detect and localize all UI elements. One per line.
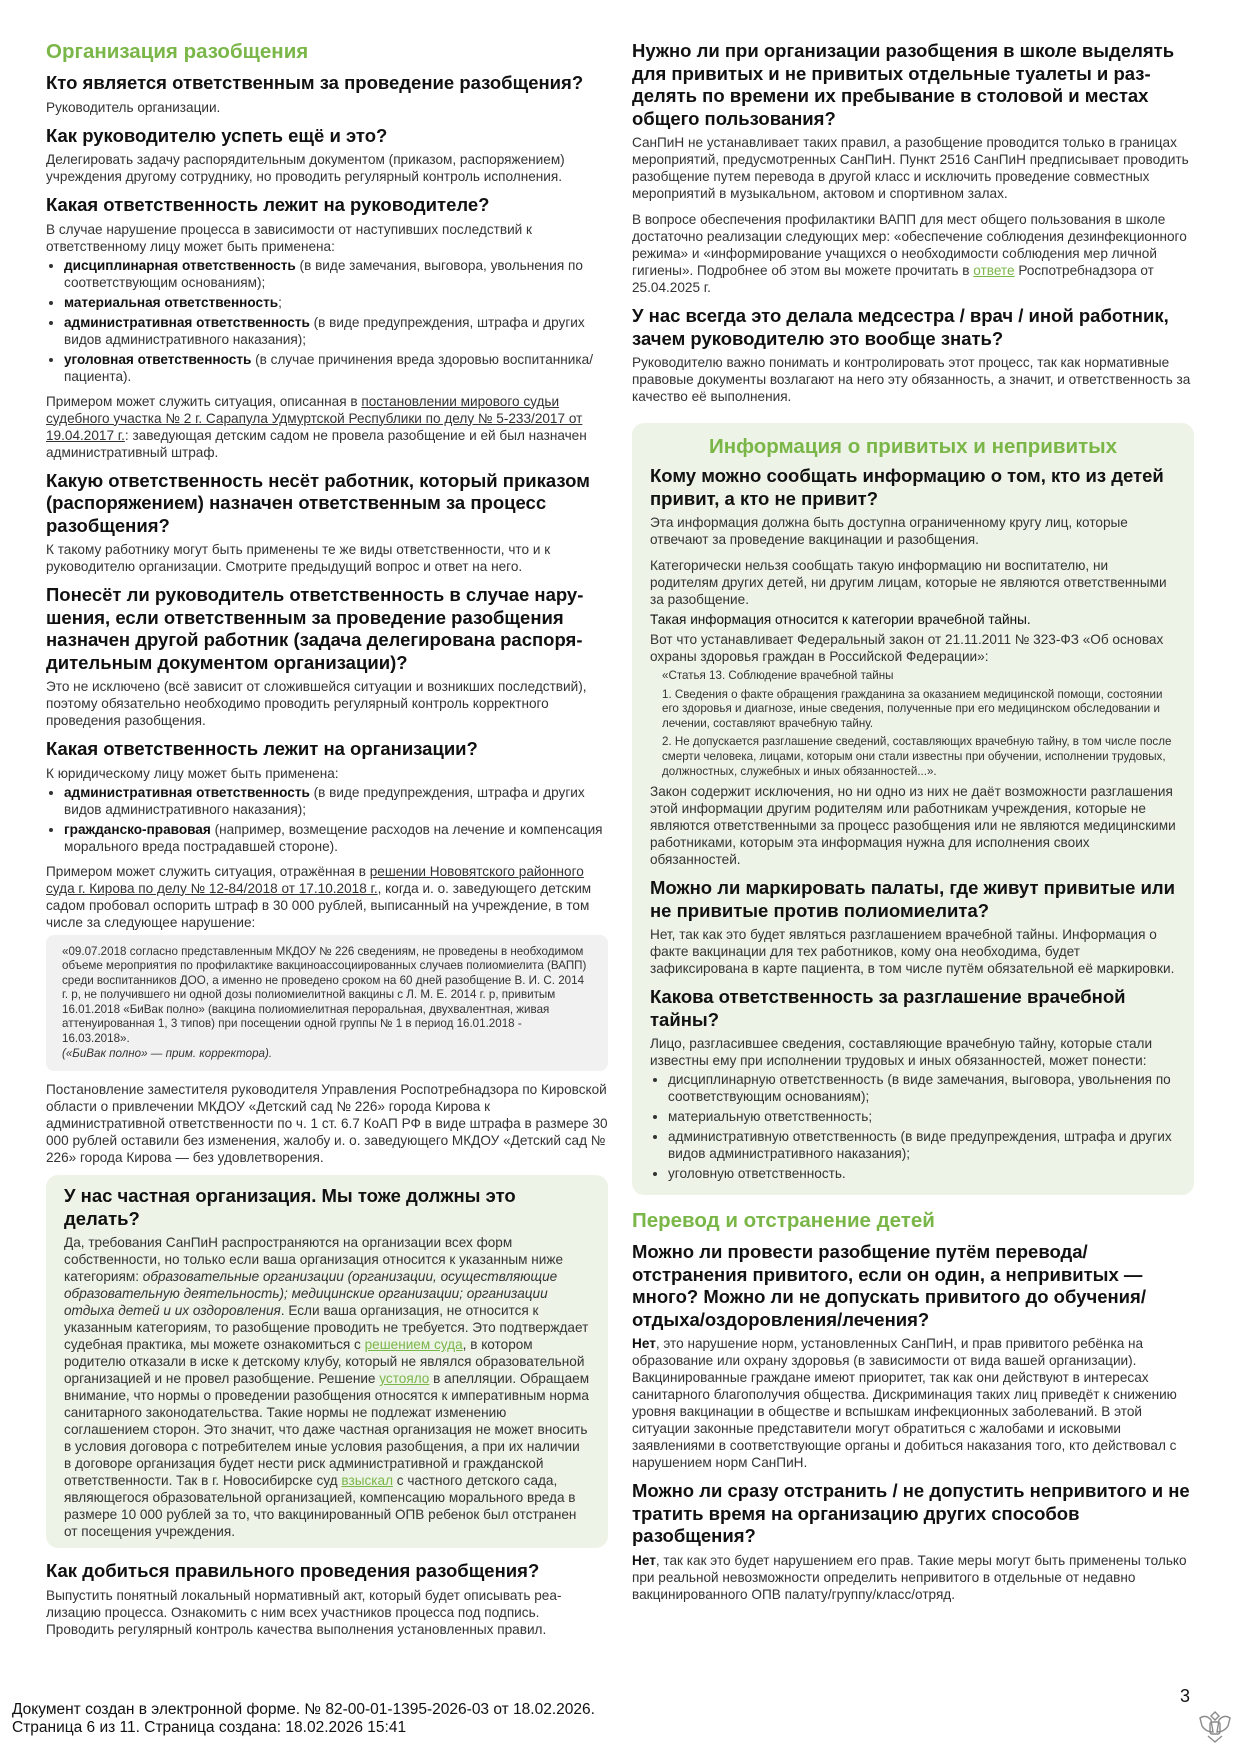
answer-common-areas: В вопросе обеспечения профилактики ВАПП для мест общего пользования в школе достаточно реализации следующих мер: «обеспечение соблюдения дезинфекционного режима» и «информирование учащихся о необходимости соблюдения мер личной гигиены». Подробнее об этом вы можете прочитать в ответе Роспотребнадзора от 25.04.2025 г.	[632, 212, 1187, 295]
federal-law-intro: Вот что устанавливает Федеральный закон от 21.11.2011 № 323-ФЗ «Об основах охраны здоровья граждан в Российской Федерации»:	[650, 632, 1164, 664]
court-quote-note: («БиВак полно» — прим. корректора).	[62, 1046, 273, 1060]
question-manager-time: Как руководителю успеть ещё и это?	[46, 124, 388, 146]
answer-transfer-vaccinated: Нет, это нарушение норм, установленных СанПиН, и прав привитого ребёнка на образование или охрану здоровья (в зависимости от вида вашей организации). Вакцинированные граждане имеют приоритет, так как они действуют в интересах санитарного благополучия общества. Дискриминация таких лиц приведёт к снижению уровня вакцинации в обществе и вспышкам инфекционных заболеваний. В этой ситуации законные представители могут обратиться с жалобами и исковыми заявлениями в соответствующие органы и добиться наказания того, кто действовал с нарушением норм СанПиН.	[632, 1336, 1177, 1471]
answer-responsible: Руководитель организации.	[46, 99, 221, 115]
question-disclosure-liability: Какова ответственность за разглашение врачебной тайны?	[650, 986, 1126, 1030]
question-delegation-liability: Понесёт ли руководитель ответственность в случае нарушения, если ответственным за проведение разобщения назначен другой работник (задача делегирована распорядительным документом организации)?	[46, 584, 584, 673]
right-column	[632, 40, 1194, 1612]
answer-school-toilets: СанПиН не устанавливает таких правил, а разобщение проводится только в границах мероприятий, предусмотренных СанПиН. Пункт 2516 СанПиН предписывает проводить разобщение путем перевода в другой класс и исключить проведение совместных мероприятий в музыкальном, актовом и спортивном залах.	[632, 135, 1189, 201]
medical-secrecy-note: Такая информация относится к категории врачебной тайны.	[650, 612, 1031, 627]
footer-line-1: Документ создан в электронной форме. № 82-00-01-1395-2026-03 от 18.02.2026.	[12, 1701, 595, 1718]
list-item: • административная ответственность (в виде предупреждения, штрафа и других видов административного наказания);	[64, 314, 608, 348]
organization-liability-list	[46, 784, 608, 855]
list-item: • административная ответственность (в виде предупреждения, штрафа и других видов административного наказания);	[64, 784, 608, 818]
answer-private-organization: Да, требования СанПиН распространяются на организации всех форм собственности, но только если ваша организация относится к указанным ниже категориям: образовательные организации (организации, осуществляющие образовательную деятельность); медицинские организации; организации отдыха детей и их оздоровления. Если ваша организация, не относится к указанным категориям, то разобщение проводить не требуется. Это подтверждает судебная практика, мы можете ознакомиться с решением суда, в котором родителю отказали в иске к детскому клубу, который не являлся образовательной организацией и не провел разобщение. Решение устояло в апелляции. Обращаем внимание, что нормы о проведении разобщения относятся к императивным норма санитарного законодательства. Такие нормы не подлежат изменению соглашением сторон. Это значит, что даже частная организация не может вносить в условия договора с потребителем иные условия разобщения, а при их наличии в договоре организация будет нести риск административной и гражданской ответственности. Так в г. Новосибирске суд взыскал с частного детского сада, являющегося образовательной организацией, компенсацию морального вреда в размере 10 000 рублей за то, что вакцинированный ОПВ ребенок был отстранен от посещения учреждения.	[64, 1235, 590, 1540]
organization-liability-example: Примером может служить ситуация, отражённая в решении Нововятского районного суда г. Кирова по делу № 12-84/2018 от 17.10.2018 г., когда и. о. заведующего детским садом пробовал оспорить штраф в 30 000 рублей, выписанный на учреждение, в том числе за следующее нарушение:	[46, 863, 592, 930]
law-article-title: «Статья 13. Соблюдение врачебной тайны	[662, 669, 894, 682]
answer-exclude-unvaccinated: Нет, так как это будет нарушением его прав. Такие меры могут быть применены только при реальной невозможности определить непривитого в отдельные от недавно вакцинированного ОПВ палату/группу/класс/отряд.	[632, 1552, 1187, 1602]
answer-delegation-liability: Это не исключено (всё зависит от сложившейся ситуации и возникших последствий), поэтому обязательно необходимо проводить регулярный контроль корректного проведения разобщения.	[46, 679, 587, 728]
question-employee-liability: Какую ответственность несёт работник, который приказом (распоряжением) назначен ответственным за процесс разобщения?	[46, 469, 590, 536]
court-ruling-link-kirov[interactable]: решении Нововятского районного суда г. Кирова по делу № 12-84/2018 от 17.10.2018 г.	[46, 863, 584, 896]
manager-liability-list	[46, 257, 608, 385]
list-item: • уголовная ответственность (в случае причинения вреда здоровью воспитанника/пациента).	[64, 351, 608, 385]
question-transfer-vaccinated: Можно ли провести разобщение путём перевода/ отстранения привитого, если он один, а непривитых — много? Можно ли не допускать привитого до обучения/ отдыха/оздоровления/лечения?	[632, 1241, 1146, 1330]
answer-proper-separation: Выпустить понятный локальный нормативный акт, который будет описывать реализацию процесса. Ознакомить с ним всех участников процесса под подпись. Проводить регулярный контроль качества выполнения установленных правил.	[46, 1587, 562, 1637]
appeal-link[interactable]: устояло	[379, 1371, 430, 1387]
question-mark-wards: Можно ли маркировать палаты, где живут привитые или не привитые против полиомиелита?	[650, 877, 1176, 921]
law-quote	[650, 669, 1176, 779]
question-exclude-unvaccinated: Можно ли сразу отстранить / не допустить непривитого и не тратить время на организацию других способов разобщения?	[632, 1480, 1190, 1547]
section-title-vaccinated-info: Информация о привитых и непривитых	[708, 435, 1118, 458]
answer-who-can-know: Эта информация должна быть доступна ограниченному кругу лиц, которые отвечают за проведение вакцинации и разобщения.	[650, 515, 1128, 547]
law-exceptions: Закон содержит исключения, но ни одно из них не даёт возможности разглашения этой информации другим родителям или работникам учреждения, которые не являются ответственными за процесс разобщения или не являются медицинскими работниками, которым эта информация нужна для исполнения своих обязанностей.	[650, 784, 1176, 868]
manager-liability-example: Примером может служить ситуация, описанная в постановлении мирового судьи судебного участка № 2 г. Сарапула Удмуртской Республики по делу № 5-233/2017 от 19.04.2017 г.: заведующая детским садом не провела разобщение и ей был назначен административный штраф.	[46, 393, 587, 460]
rospotrebnadzor-answer-link[interactable]: ответе	[973, 263, 1015, 278]
law-paragraph-2: 2. Не допускается разглашение сведений, составляющих врачебную тайну, в том числе после смерти человека, лицами, которым они стали известны при обучении, исполнении трудовых, должностных, служебных и иных обязанностей...».	[662, 735, 1172, 778]
question-nurse: У нас всегда это делала медсестра / врач / иной работник, зачем руководителю это вообще знать?	[632, 305, 1169, 349]
answer-manager-time: Делегировать задачу распорядительным документом (приказом, распоряжением) учреждения другому сотруднику, но проводить регулярный контроль исполнения.	[46, 152, 565, 184]
answer-organization-liability-intro: К юридическому лицу может быть применена:	[46, 765, 339, 781]
left-column	[46, 40, 608, 1647]
vaccinated-info-box	[632, 423, 1194, 1195]
disclosure-liability-list	[650, 1071, 1176, 1182]
answer-manager-liability-intro: В случае нарушение процесса в зависимости от наступивших последствий к ответственному лицу может быть применена:	[46, 221, 532, 254]
coat-of-arms-icon	[1196, 1706, 1234, 1746]
section-title-transfer: Перевод и отстранение детей	[632, 1209, 935, 1233]
recovered-link[interactable]: взыскал	[341, 1473, 393, 1489]
question-proper-separation: Как добиться правильного проведения разобщения?	[46, 1560, 540, 1582]
court-ruling-link-sarapul[interactable]: постановлении мирового судьи судебного участка № 2 г. Сарапула Удмуртской Республики по делу № 5-233/2017 от 19.04.2017 г.	[46, 393, 583, 443]
answer-mark-wards: Нет, так как это будет являться разглашением врачебной тайны. Информация о факте вакцинации для тех работников, кому она необходима, будет зафиксирована в карте пациента, в том числе путём обязательной её маркировки.	[650, 927, 1175, 977]
section-title-separation: Организация разобщения	[46, 40, 309, 63]
answer-nurse: Руководителю важно понимать и контролировать этот процесс, так как нормативные правовые документы возлагают на него эту обязанность, а значит, и ответственность за качество её выполнения.	[632, 355, 1191, 404]
private-organization-box	[46, 1175, 608, 1548]
answer-disclosure-liability: Лицо, разгласившее сведения, составляющие врачебную тайну, которые стали известны ему при исполнении трудовых и иных обязанностей, может понести:	[650, 1036, 1153, 1069]
page-number: 3	[1180, 1686, 1191, 1706]
list-item: • гражданско-правовая (например, возмещение расходов на лечение и компенсация морального вреда пострадавшей стороне).	[64, 821, 608, 855]
question-manager-liability: Какая ответственность лежит на руководителе?	[46, 194, 490, 215]
footer-line-2: Страница 6 из 11. Страница создана: 18.02.2026 15:41	[12, 1718, 407, 1736]
list-item: • административную ответственность (в виде предупреждения, штрафа и других видов административного наказания);	[668, 1128, 1176, 1162]
answer-employee-liability: К такому работнику могут быть применены те же виды ответственности, что и к руководителю организации. Смотрите предыдущий вопрос и ответ на него.	[46, 542, 551, 574]
law-paragraph-1: 1. Сведения о факте обращения гражданина за оказанием медицинской помощи, состоянии его здоровья и диагнозе, иные сведения, полученные при его медицинском обследовании и лечении, составляют врачебную тайну.	[662, 687, 1163, 730]
ruling-outcome: Постановление заместителя руководителя Управления Роспотребнадзора по Кировской области о привлечении МКДОУ «Детский сад № 226» города Кирова к административной ответственности по ч. 1 ст. 6.7 КоАП РФ в виде штрафа в размере 30 000 рублей оставили без изменения, жалобу и. о. заведующего МКДОУ «Детский сад № 226» города Кирова — без удовлетворения.	[46, 1082, 608, 1166]
answer-who-cannot-know: Категорически нельзя сообщать такую информацию ни воспитателю, ни родителям других детей, ни другим лицам, которые не являются ответственными за разобщение.	[650, 558, 1167, 607]
question-private-organization: У нас частная организация. Мы тоже должны это делать?	[64, 1185, 516, 1229]
court-quote-box	[46, 935, 608, 1072]
court-decision-link[interactable]: решением суда	[364, 1337, 463, 1353]
court-quote-text: «09.07.2018 согласно представленным МКДОУ № 226 сведениям, не проведены в необходимом объеме мероприятия по профилактике вакциноассоциированных случаев полиомиелита (ВАПП) среди воспитанников ДОО, а именно не проведено сроком на 60 дней разобщение В. И. С. 2014 г. р, не получившего ни одной дозы полиомиелитной вакцины с Л. М. Е. 2014 г. р, привитым 16.01.2018 «БиВак полно» (вакцина полиомиелитная пероральная, двухвалентная, живая аттенуированная 1, 3 типов) при посещении одной группы № 1 в период 16.01.2018 - 16.03.2018».	[62, 944, 587, 1046]
list-item: • материальную ответственность;	[668, 1108, 1176, 1125]
question-organization-liability: Какая ответственность лежит на организации?	[46, 738, 478, 759]
list-item: • материальная ответственность;	[64, 294, 608, 311]
list-item: • уголовную ответственность.	[668, 1165, 1176, 1182]
question-school-toilets: Нужно ли при организации разобщения в школе выделять для привитых и не привитых отдельные туалеты и разделять по времени их пребывание в столовой и местах общего пользования?	[632, 40, 1175, 129]
question-who-can-know: Кому можно сообщать информацию о том, кто из детей привит, а кто не привит?	[650, 465, 1164, 509]
list-item: • дисциплинарную ответственность (в виде замечания, выговора, увольнения по соответствующим основаниям);	[668, 1071, 1176, 1105]
list-item: • дисциплинарная ответственность (в виде замечания, выговора, увольнения по соответствующим основаниям);	[64, 257, 608, 291]
question-responsible: Кто является ответственным за проведение разобщения?	[46, 72, 584, 93]
document-footer	[12, 1701, 595, 1736]
